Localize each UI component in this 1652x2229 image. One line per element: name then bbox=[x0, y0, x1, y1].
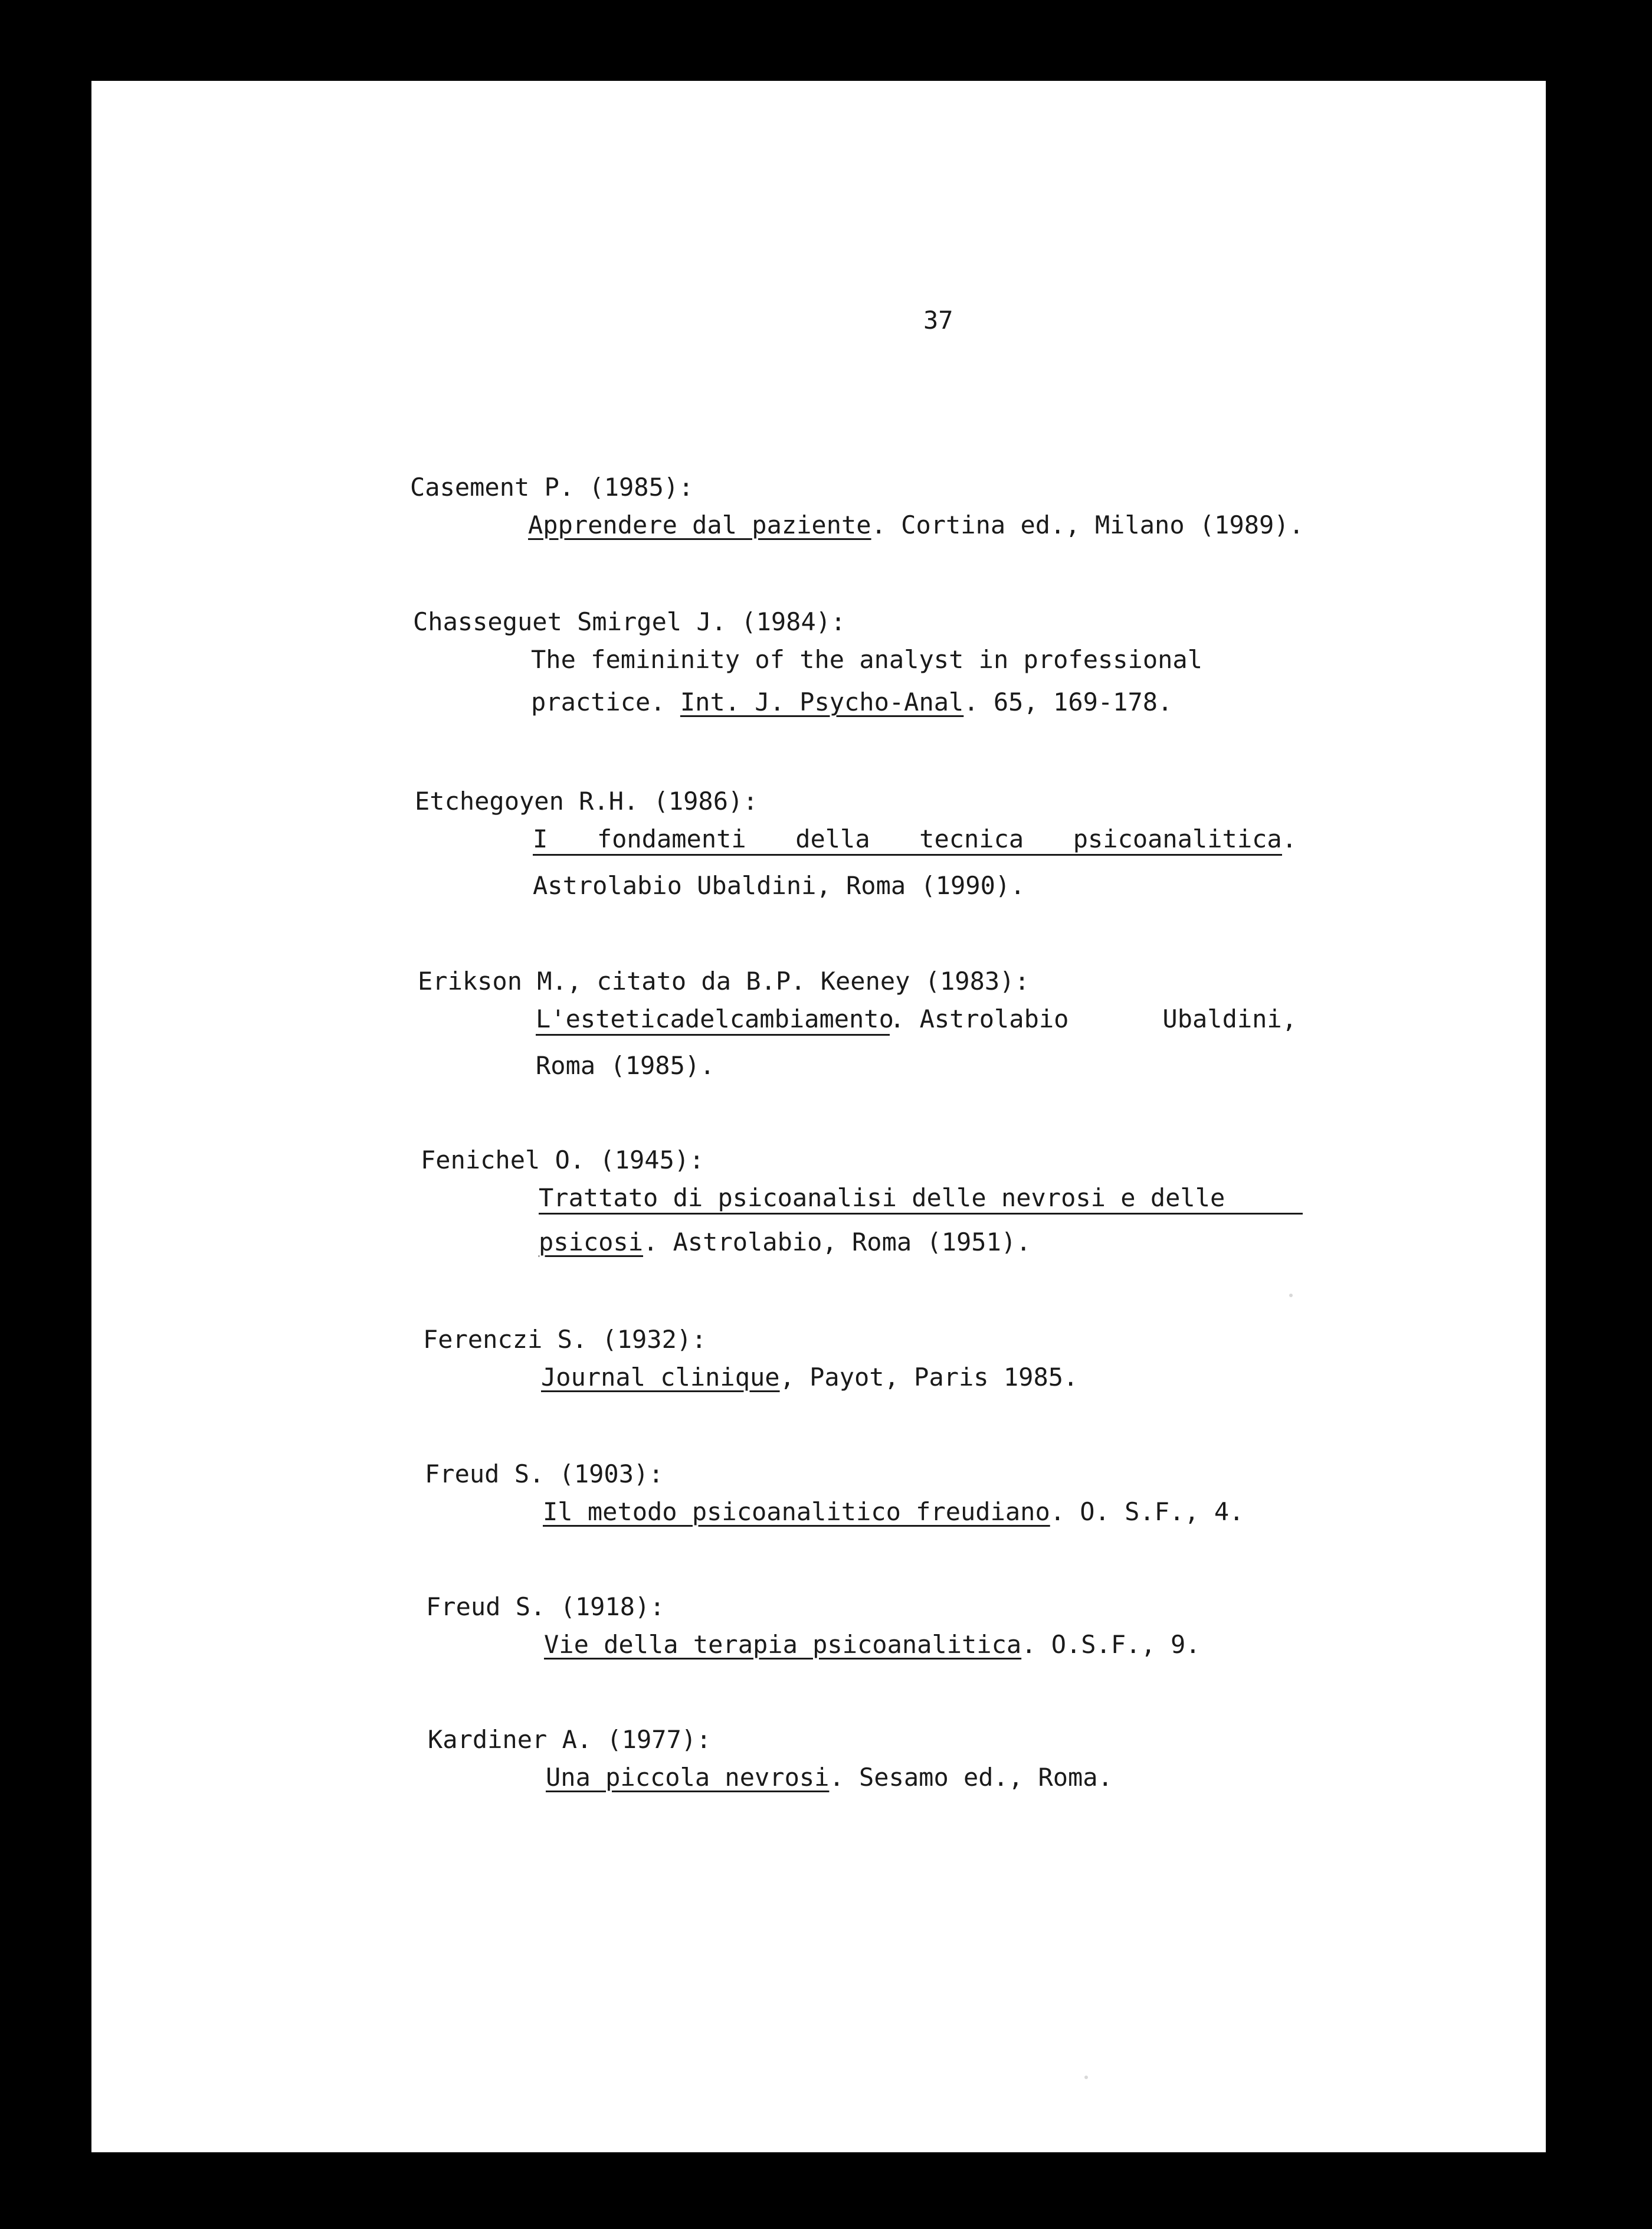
reference-body bbox=[533, 824, 1297, 900]
reference-details: . O. S.F., 4. bbox=[1050, 1497, 1244, 1526]
title-word: e bbox=[1120, 1183, 1136, 1212]
reference-author: Etchegoyen R.H. (1986): bbox=[415, 787, 758, 816]
reference-entry bbox=[413, 607, 1292, 732]
reference-author: Freud S. (1918): bbox=[426, 1592, 665, 1621]
reference-details: . 65, 169-178. bbox=[963, 688, 1173, 716]
reference-entry bbox=[415, 789, 1297, 916]
reference-title: Vie della terapia psicoanalitica bbox=[544, 1630, 1022, 1659]
word: analyst bbox=[859, 645, 964, 674]
reference-author: Ferenczi S. (1932): bbox=[423, 1325, 707, 1354]
reference-entry bbox=[423, 1327, 1078, 1390]
reference-body bbox=[531, 647, 1292, 715]
reference-author: Erikson M., citato da B.P. Keeney (1983): bbox=[418, 967, 1030, 996]
reference-title: Journal clinique bbox=[541, 1363, 780, 1392]
reference-details: . Astrolabio, Roma (1951). bbox=[643, 1228, 1031, 1256]
reference-title: Una piccola nevrosi bbox=[546, 1763, 830, 1792]
reference-line bbox=[536, 1004, 1297, 1036]
title-word: tecnica bbox=[919, 824, 1024, 853]
reference-title: Il metodo psicoanalitico freudiano bbox=[543, 1497, 1050, 1526]
reference-details: . Cortina ed., Milano (1989). bbox=[871, 510, 1304, 539]
reference-entry bbox=[418, 969, 1297, 1096]
reference-title bbox=[536, 1004, 894, 1036]
reference-details: , Payot, Paris 1985. bbox=[779, 1363, 1079, 1392]
word: Ubaldini, bbox=[1162, 1004, 1297, 1033]
title-word: fondamenti bbox=[596, 824, 746, 853]
reference-author: Chasseguet Smirgel J. (1984): bbox=[413, 607, 846, 636]
word: of bbox=[755, 645, 785, 674]
word: . Astrolabio bbox=[890, 1004, 1069, 1033]
reference-line bbox=[531, 690, 1292, 715]
title-word: delle bbox=[1150, 1183, 1225, 1212]
title-word: Trattato bbox=[539, 1183, 658, 1212]
scan-speck bbox=[1084, 2076, 1088, 2079]
reference-entry bbox=[410, 475, 1304, 538]
reference-line bbox=[539, 1230, 1303, 1255]
reference-details: . Sesamo ed., Roma. bbox=[829, 1763, 1113, 1792]
page-number: 37 bbox=[923, 306, 953, 335]
reference-entry bbox=[425, 1459, 1244, 1526]
reference-body bbox=[536, 1004, 1297, 1080]
reference-entry bbox=[421, 1145, 1303, 1272]
reference-punct: . bbox=[1281, 824, 1297, 853]
title-word: L'estetica bbox=[536, 1004, 685, 1033]
scan-speck bbox=[1289, 1294, 1293, 1297]
reference-body bbox=[543, 1497, 1244, 1526]
reference-author: Casement P. (1985): bbox=[410, 473, 694, 502]
title-word: I bbox=[533, 824, 548, 853]
reference-body bbox=[544, 1632, 1201, 1657]
reference-line bbox=[533, 824, 1297, 856]
reference-line: Astrolabio Ubaldini, Roma (1990). bbox=[533, 871, 1025, 900]
word: femininity bbox=[591, 645, 740, 674]
reference-body bbox=[539, 1183, 1303, 1256]
reference-title: psicosi bbox=[539, 1228, 644, 1256]
reference-author: Freud S. (1903): bbox=[425, 1459, 664, 1488]
reference-author: Fenichel O. (1945): bbox=[421, 1145, 704, 1174]
title-word: psicoanalitica bbox=[1073, 824, 1282, 853]
reference-body bbox=[528, 510, 1304, 539]
title-word: della bbox=[795, 824, 870, 853]
word: professional bbox=[1023, 645, 1202, 674]
title-word: nevrosi bbox=[1001, 1183, 1106, 1212]
reference-entry bbox=[426, 1592, 1201, 1659]
reference-line: Roma (1985). bbox=[536, 1051, 715, 1080]
title-word: psicoanalisi bbox=[717, 1183, 897, 1212]
reference-body bbox=[546, 1765, 1113, 1790]
reference-text: practice. bbox=[531, 688, 680, 716]
reference-body bbox=[541, 1365, 1078, 1390]
reference-entry bbox=[428, 1727, 1113, 1790]
reference-line bbox=[531, 647, 1292, 672]
word: in bbox=[978, 645, 1009, 674]
reference-details: . O.S.F., 9. bbox=[1021, 1630, 1201, 1659]
reference-title: Apprendere dal paziente bbox=[528, 510, 871, 539]
document-page bbox=[91, 81, 1546, 2152]
word: the bbox=[799, 645, 845, 674]
reference-author: Kardiner A. (1977): bbox=[428, 1725, 712, 1754]
title-word: di bbox=[673, 1183, 703, 1212]
reference-title bbox=[539, 1183, 1303, 1215]
reference-title bbox=[533, 824, 1282, 856]
title-word: del bbox=[684, 1004, 730, 1033]
reference-title: Int. J. Psycho-Anal bbox=[680, 688, 964, 716]
title-word: delle bbox=[912, 1183, 986, 1212]
word: The bbox=[531, 645, 576, 674]
reference-details bbox=[890, 1004, 1297, 1036]
title-word: cambiamento bbox=[729, 1004, 894, 1033]
